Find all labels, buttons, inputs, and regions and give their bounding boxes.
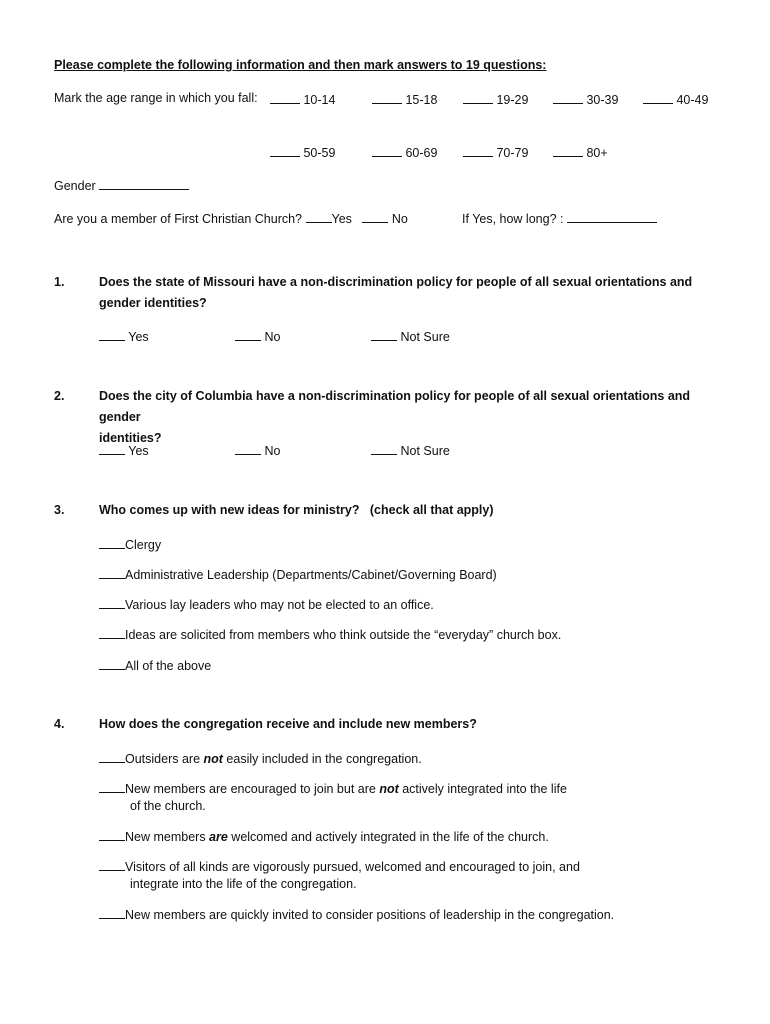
answer-blank[interactable] xyxy=(99,328,125,341)
question-4-number: 4. xyxy=(54,717,65,731)
answer-blank[interactable] xyxy=(553,91,583,104)
answer-blank[interactable] xyxy=(372,144,402,157)
question-4-option-outsiders[interactable]: Outsiders are not easily included in the congregation. xyxy=(99,750,422,766)
question-2-option-not-sure[interactable]: Not Sure xyxy=(371,442,450,458)
answer-blank[interactable] xyxy=(371,328,397,341)
question-3-option-solicited-ideas[interactable]: Ideas are solicited from members who think outside the “everyday” church box. xyxy=(99,626,561,642)
answer-blank[interactable] xyxy=(235,328,261,341)
answer-blank[interactable] xyxy=(463,144,493,157)
age-option-40-49[interactable]: 40-49 xyxy=(643,91,708,107)
question-1-number: 1. xyxy=(54,275,65,289)
question-3-option-clergy[interactable]: Clergy xyxy=(99,536,161,552)
question-1-text: Does the state of Missouri have a non-discrimination policy for people of all sexual orientations and gender identities? xyxy=(99,275,693,310)
membership-followup-label: If Yes, how long? : xyxy=(462,212,564,226)
answer-blank[interactable] xyxy=(371,442,397,455)
membership-no-label: No xyxy=(391,212,408,226)
instructions-heading: Please complete the following information and then mark answers to 19 questions: xyxy=(54,58,547,72)
question-3-number: 3. xyxy=(54,503,65,517)
question-2-number: 2. xyxy=(54,389,65,403)
answer-blank[interactable] xyxy=(643,91,673,104)
answer-blank[interactable] xyxy=(270,91,300,104)
age-option-15-18[interactable]: 15-18 xyxy=(372,91,437,107)
question-3-text: Who comes up with new ideas for ministry? (check all that apply) xyxy=(99,503,494,517)
gender-blank[interactable] xyxy=(99,177,189,190)
question-4-option-visitors[interactable]: Visitors of all kinds are vigorously pursued, welcomed and encouraged to join, and integrate into the life of the congregation. xyxy=(99,858,580,891)
answer-blank[interactable] xyxy=(553,144,583,157)
gender-row xyxy=(54,177,189,193)
age-option-70-79[interactable]: 70-79 xyxy=(463,144,528,160)
question-1-option-yes[interactable]: Yes xyxy=(99,328,149,344)
question-1-option-no[interactable]: No xyxy=(235,328,280,344)
membership-yes-label: Yes xyxy=(331,212,352,226)
answer-blank[interactable] xyxy=(99,536,125,549)
answer-blank[interactable] xyxy=(99,780,125,793)
question-4-option-encouraged[interactable]: New members are encouraged to join but are not actively integrated into the life of the church. xyxy=(99,780,567,813)
age-option-60-69[interactable]: 60-69 xyxy=(372,144,437,160)
question-2-option-yes[interactable]: Yes xyxy=(99,442,149,458)
question-4-option-leadership[interactable]: New members are quickly invited to consider positions of leadership in the congregation. xyxy=(99,906,614,922)
question-2-option-no[interactable]: No xyxy=(235,442,280,458)
question-3-option-admin-leadership[interactable]: Administrative Leadership (Departments/Cabinet/Governing Board) xyxy=(99,566,497,582)
answer-blank[interactable] xyxy=(270,144,300,157)
age-option-50-59[interactable]: 50-59 xyxy=(270,144,335,160)
age-option-80-plus[interactable]: 80+ xyxy=(553,144,608,160)
answer-blank[interactable] xyxy=(235,442,261,455)
gender-label: Gender xyxy=(54,179,96,193)
question-2-text: Does the city of Columbia have a non-discrimination policy for people of all sexual orientations and gender identities? xyxy=(99,389,691,445)
answer-blank[interactable] xyxy=(99,858,125,871)
question-4-option-welcomed[interactable]: New members are welcomed and actively integrated in the life of the church. xyxy=(99,828,549,844)
question-3-option-lay-leaders[interactable]: Various lay leaders who may not be elected to an office. xyxy=(99,596,434,612)
answer-blank[interactable] xyxy=(463,91,493,104)
membership-followup-row xyxy=(462,210,657,226)
answer-blank[interactable] xyxy=(99,906,125,919)
question-4-text: How does the congregation receive and include new members? xyxy=(99,717,477,731)
answer-blank[interactable] xyxy=(99,566,125,579)
answer-blank[interactable] xyxy=(99,596,125,609)
question-1-option-not-sure[interactable]: Not Sure xyxy=(371,328,450,344)
age-label: Mark the age range in which you fall: xyxy=(54,91,258,105)
answer-blank[interactable] xyxy=(99,657,125,670)
age-option-30-39[interactable]: 30-39 xyxy=(553,91,618,107)
membership-yes-blank[interactable] xyxy=(306,210,332,223)
question-3-option-all[interactable]: All of the above xyxy=(99,657,211,673)
answer-blank[interactable] xyxy=(372,91,402,104)
membership-row xyxy=(54,210,408,226)
membership-no-blank[interactable] xyxy=(362,210,388,223)
membership-duration-blank[interactable] xyxy=(567,210,657,223)
membership-question: Are you a member of First Christian Church? xyxy=(54,212,303,226)
age-option-19-29[interactable]: 19-29 xyxy=(463,91,528,107)
answer-blank[interactable] xyxy=(99,442,125,455)
age-option-10-14[interactable]: 10-14 xyxy=(270,91,335,107)
answer-blank[interactable] xyxy=(99,750,125,763)
answer-blank[interactable] xyxy=(99,828,125,841)
answer-blank[interactable] xyxy=(99,626,125,639)
